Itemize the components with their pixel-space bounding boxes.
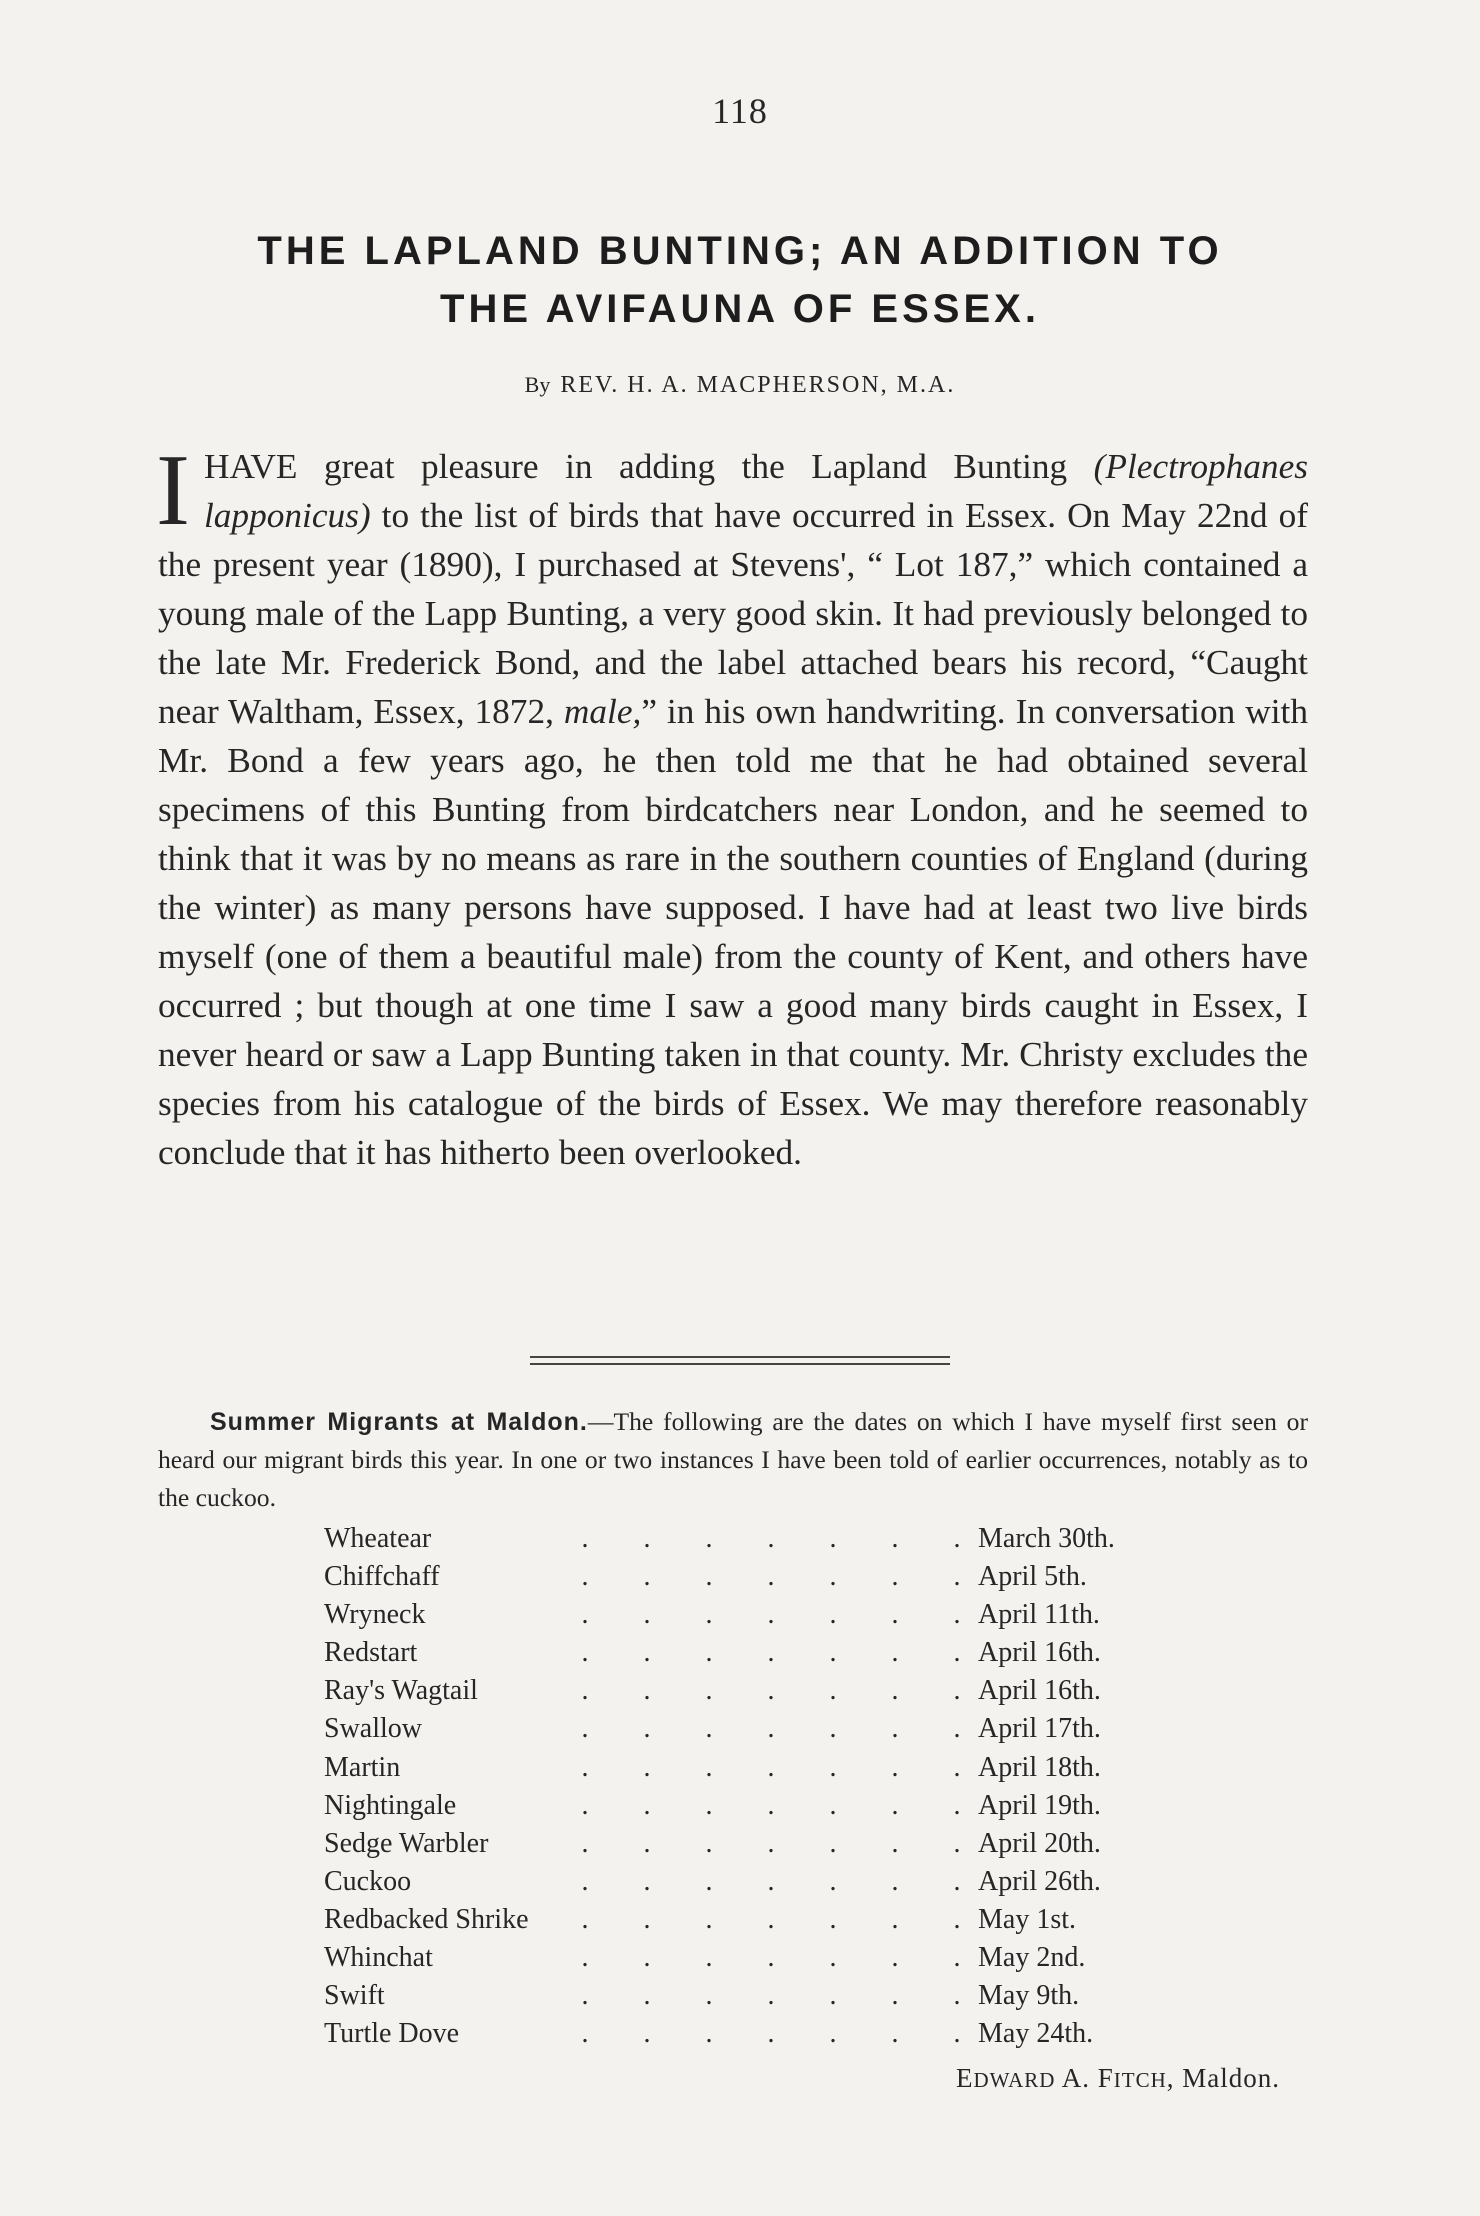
migrant-date: April 16th. [978,1675,1101,1707]
migrant-bird: Wheatear [324,1523,439,1554]
leader-dots: . . . . . . . [581,1865,961,1897]
migrant-row [324,1863,1204,1901]
article-body [156,434,1308,1177]
leader-dots: . . . . . . . [581,1789,961,1821]
byline [0,372,1480,399]
migrant-row [324,1787,1204,1825]
leader-dots: . . . . . . . [581,1713,961,1745]
signature-middle: A. F [1055,2063,1114,2093]
migrant-bird: Turtle Dove [324,2018,467,2049]
leader-dots: . . . . . . . [581,1561,961,1593]
migrant-bird: Cuckoo [324,1866,419,1897]
migrant-row [324,1749,1204,1787]
migrants-list [324,1520,1204,2053]
migrant-row [324,1977,1204,2015]
migrant-row [324,1939,1204,1977]
signature [0,2063,1280,2094]
body-text-3: ” in his own handwriting. In conversation with Mr. Bond a few years ago, he then told me that he had obtained several specimens of this Bunting from birdcatchers near London, and he seemed to think that it was by no means as rare in the southern counties of England (during the winter) as many persons have supposed. I have had at least two live birds myself (one of them a beautiful male) from the county of Kent, and others have occurred ; but though at one time I saw a good many birds caught in Essex, I never heard or saw a Lapp Bunting taken in that county. Mr. Christy excludes the species from his catalogue of the birds of Essex. We may therefore reasonably conclude that it has hitherto been overlooked. [158,692,1308,1172]
migrant-date: May 2nd. [978,1942,1086,1974]
title-line-2: THE AVIFAUNA OF ESSEX. [440,287,1040,331]
migrant-row [324,1558,1204,1596]
migrant-bird: Chiffchaff [324,1561,448,1592]
leader-dots: . . . . . . . [581,1980,961,2012]
title-line-1: THE LAPLAND BUNTING; AN ADDITION TO [257,229,1223,273]
migrant-date: April 19th. [978,1789,1101,1821]
migrant-row [324,1710,1204,1748]
note-heading: Summer Migrants at Maldon. [210,1408,588,1436]
migrant-bird: Sedge Warbler [324,1828,496,1859]
migrants-note [158,1403,1308,1517]
page-number: 118 [712,91,768,131]
leader-dots: . . . . . . . [581,2018,961,2050]
migrant-bird: Redbacked Shrike [324,1904,537,1935]
drop-cap: I [156,434,190,547]
migrant-row [324,1634,1204,1672]
leader-dots: . . . . . . . [581,1675,961,1707]
migrant-bird: Swift [324,1980,393,2011]
migrant-date: April 17th. [978,1713,1101,1745]
migrant-date: April 11th. [978,1599,1100,1631]
signature-place: , Maldon. [1166,2063,1280,2093]
migrant-date: May 24th. [978,2018,1094,2050]
leader-dots: . . . . . . . [581,1827,961,1859]
leader-dots: . . . . . . . [581,1599,961,1631]
migrant-date: May 1st. [978,1903,1076,1935]
migrant-row [324,1596,1204,1634]
migrant-date: April 18th. [978,1751,1101,1783]
body-text-1: HAVE great pleasure in adding the Lapland Bunting [203,447,1094,486]
signature-surname: ITCH [1113,2068,1167,2092]
article-paragraph [156,434,1308,1177]
signature-initial: E [955,2063,974,2093]
leader-dots: . . . . . . . [581,1751,961,1783]
migrant-bird: Wryneck [324,1599,434,1630]
migrant-bird: Nightingale [324,1790,464,1821]
leader-dots: . . . . . . . [581,1903,961,1935]
leader-dots: . . . . . . . [581,1523,961,1554]
author-name: REV. H. A. MACPHERSON, M.A. [560,372,956,398]
migrant-date: April 16th. [978,1637,1101,1669]
migrant-row [324,1672,1204,1710]
leader-dots: . . . . . . . [581,1942,961,1974]
migrant-row [324,1520,1204,1558]
migrant-date: May 9th. [978,1980,1080,2012]
migrant-bird: Whinchat [324,1942,441,1973]
label-word: male, [563,692,642,731]
migrant-date: April 26th. [978,1865,1101,1897]
note-paragraph [158,1403,1308,1517]
note-text: —The following are the dates on which I have myself first seen or heard our migrant birds this year. In one or two instances I have been told of earlier occurrences, notably as to the cuckoo. [158,1407,1308,1512]
migrant-date: April 20th. [978,1827,1101,1859]
migrant-bird: Ray's Wagtail [324,1675,486,1706]
byline-by: By [524,372,551,397]
migrant-bird: Swallow [324,1713,430,1744]
migrant-bird: Martin [324,1752,408,1783]
migrant-bird: Redstart [324,1637,425,1668]
body-text-2: to the list of birds that have occurred in Essex. On May 22nd of the present year (1890), I purchased at Stevens', “ Lot 187,” which contained a young male of the Lapp Bunting, a very good skin. It had previously belonged to the late Mr. Frederick Bond, and the label attached bears his record, “Caught near Waltham, Essex, 1872, [158,496,1308,731]
migrant-date: March 30th. [978,1523,1115,1554]
migrant-row [324,1901,1204,1939]
latin-name: (Plectrophanes lapponicus) [203,447,1308,535]
migrant-row [324,2015,1204,2053]
leader-dots: . . . . . . . [581,1637,961,1669]
migrant-row [324,1825,1204,1863]
migrant-date: April 5th. [978,1561,1087,1593]
article-title [140,222,1340,338]
section-divider [530,1356,950,1365]
signature-first-name: DWARD [973,2068,1056,2092]
